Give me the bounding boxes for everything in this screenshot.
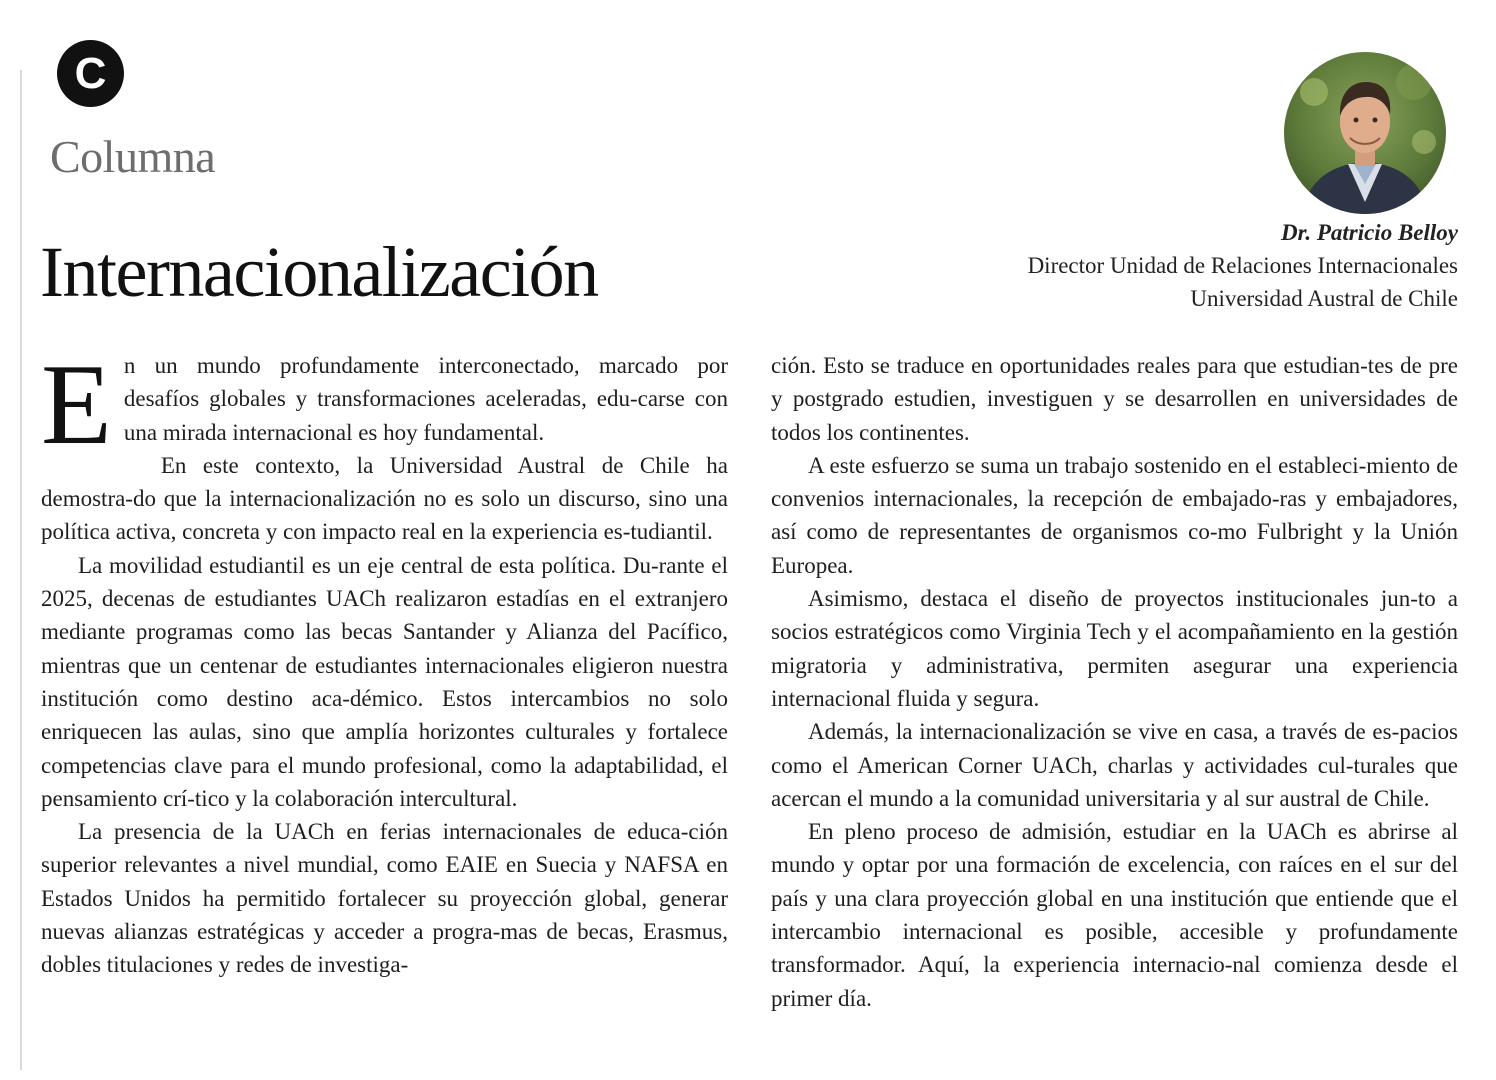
body-paragraph: Además, la internacionalización se vive en casa, a través de es-pacios como el American Corner UACh, charlas y actividades cul-turales que acercan el mundo a la comunidad universitaria y al sur austral de Chile. [771, 719, 1458, 811]
page-edge-rule [20, 70, 22, 1070]
body-paragraph [41, 341, 728, 469]
section-badge [57, 40, 124, 107]
body-paragraph: En pleno proceso de admisión, estudiar en la UACh es abrirse al mundo y optar por una formación de excelencia, con raíces en el sur del país y una clara proyección global en una institución que entiende que el intercambio internacional es posible, accesible y profundamente transformador. Aquí, la experiencia internacio-nal comienza desde el primer día. [771, 819, 1458, 1011]
author-role: Director Unidad de Relaciones Internacionales [1027, 253, 1458, 278]
author-portrait [1284, 52, 1446, 214]
body-paragraph: En este contexto, la Universidad Austral de Chile ha demostra-do que la internacionalización no es solo un discurso, sino una política activa, concreta y con impacto real en la experiencia es-tudiantil. [41, 452, 728, 545]
article-column-right [771, 349, 1458, 1015]
drop-cap: E [41, 341, 112, 469]
author-organization: Universidad Austral de Chile [1190, 286, 1458, 311]
body-paragraph: La presencia de la UACh en ferias internacionales de educa-ción superior relevantes a nivel mundial, como EAIE en Suecia y NAFSA en Estados Unidos ha permitido fortalecer su proyección global, generar nuevas alianzas estratégicas y acceder a progra-mas de becas, Erasmus, dobles titulaciones y redes de investiga- [41, 819, 728, 978]
body-paragraph: La movilidad estudiantil es un eje central de esta política. Du-rante el 2025, decenas de estudiantes UACh realizaron estadías en el extranjero mediante programas como las becas Santander y Alianza del Pacífico, mientras que un centenar de estudiantes internacionales eligieron nuestra institución como destino aca-démico. Estos intercambios no solo enriquecen las aulas, sino que amplía horizontes culturales y fortalece competencias clave para el mundo profesional, como la adaptabilidad, el pensamiento crí-tico y la colaboración intercultural. [41, 552, 728, 811]
author-portrait-image [1284, 52, 1446, 214]
byline [1028, 216, 1458, 315]
section-badge-letter: C [74, 48, 107, 98]
body-paragraph: ción. Esto se traduce en oportunidades reales para que estudian-tes de pre y postgrado estudien, investiguen y se desarrollen en universidades de todos los continentes. [771, 353, 1458, 445]
paragraph-text: n un mundo profundamente interconectado, marcado por desafíos globales y transformaciones aceleradas, edu-carse con una mirada internacional es hoy fundamental. [123, 353, 728, 445]
author-name: Dr. Patricio Belloy [1281, 220, 1458, 245]
article-column-left [41, 341, 728, 982]
body-paragraph: Asimismo, destaca el diseño de proyectos institucionales jun-to a socios estratégicos como Virginia Tech y el acompañamiento en la gestión migratoria y administrativa, permiten asegurar una experiencia internacional fluida y segura. [771, 586, 1458, 711]
body-paragraph: A este esfuerzo se suma un trabajo sostenido en el estableci-miento de convenios internacionales, la recepción de embajado-ras y embajadores, así como de representantes de organismos co-mo Fulbright y la Unión Europea. [771, 452, 1458, 578]
article-headline: Internacionalización [40, 232, 598, 312]
section-label: Columna [50, 131, 216, 182]
